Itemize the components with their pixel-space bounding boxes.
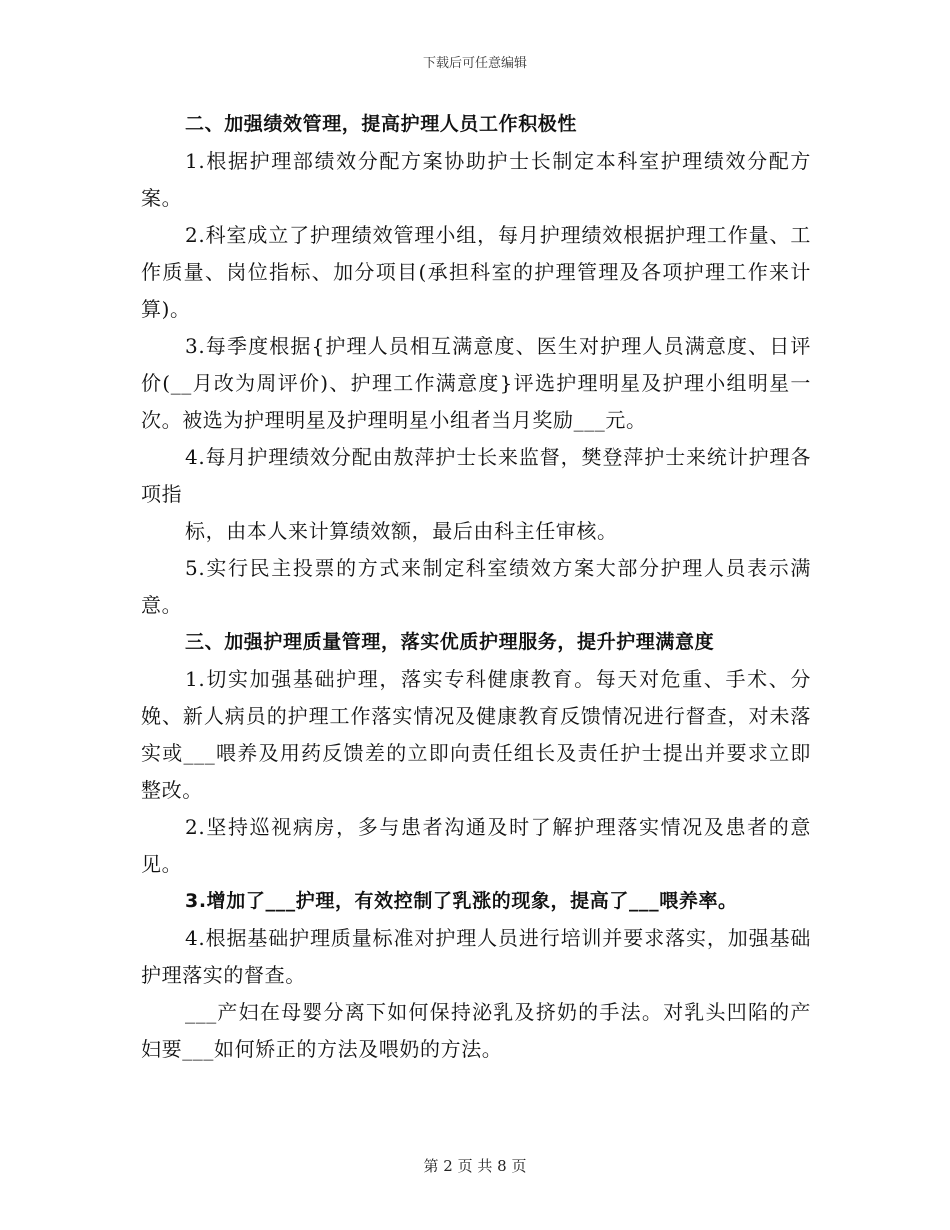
paragraph: 2.坚持巡视病房，多与患者沟通及时了解护理落实情况及患者的意见。	[141, 815, 811, 876]
paragraph: 4.每月护理绩效分配由敖萍护士长来监督，樊登萍护士来统计护理各项指	[141, 445, 811, 506]
paragraph: 标，由本人来计算绩效额，最后由科主任审核。	[185, 519, 618, 543]
page-footer: 第 2 页 共 8 页	[423, 1157, 527, 1175]
section-heading-2: 二、加强绩效管理，提高护理人员工作积极性	[185, 113, 578, 135]
paragraph: 5.实行民主投票的方式来制定科室绩效方案大部分护理人员表示满意。	[141, 556, 811, 617]
section-heading-3: 三、加强护理质量管理，落实优质护理服务，提升护理满意度	[185, 631, 715, 653]
document-body	[141, 106, 811, 1068]
bold-paragraph: 3.增加了___护理，有效控制了乳涨的现象，提高了___喂养率。	[185, 890, 738, 912]
paragraph: 1.切实加强基础护理，落实专科健康教育。每天对危重、手术、分娩、新人病员的护理工作落实情况及健康教育反馈情况进行督查，对未落实或___喂养及用药反馈差的立即向责任组长及责任护士提出并要求立即整改。	[141, 667, 811, 802]
paragraph: 1.根据护理部绩效分配方案协助护士长制定本科室护理绩效分配方案。	[141, 149, 811, 210]
paragraph: 3.每季度根据{护理人员相互满意度、医生对护理人员满意度、日评价(__月改为周评价)、护理工作满意度}评选护理明星及护理小组明星一次。被选为护理明星及护理明星小组者当月奖励___元。	[141, 334, 811, 432]
paragraph: 2.科室成立了护理绩效管理小组，每月护理绩效根据护理工作量、工作质量、岗位指标、加分项目(承担科室的护理管理及各项护理工作来计算)。	[141, 223, 811, 321]
paragraph: 4.根据基础护理质量标准对护理人员进行培训并要求落实，加强基础护理落实的督查。	[141, 926, 811, 987]
page-header: 下载后可任意编辑	[422, 56, 527, 71]
paragraph: ___产妇在母婴分离下如何保持泌乳及挤奶的手法。对乳头凹陷的产妇要___如何矫正的方法及喂奶的方法。	[141, 1000, 811, 1061]
